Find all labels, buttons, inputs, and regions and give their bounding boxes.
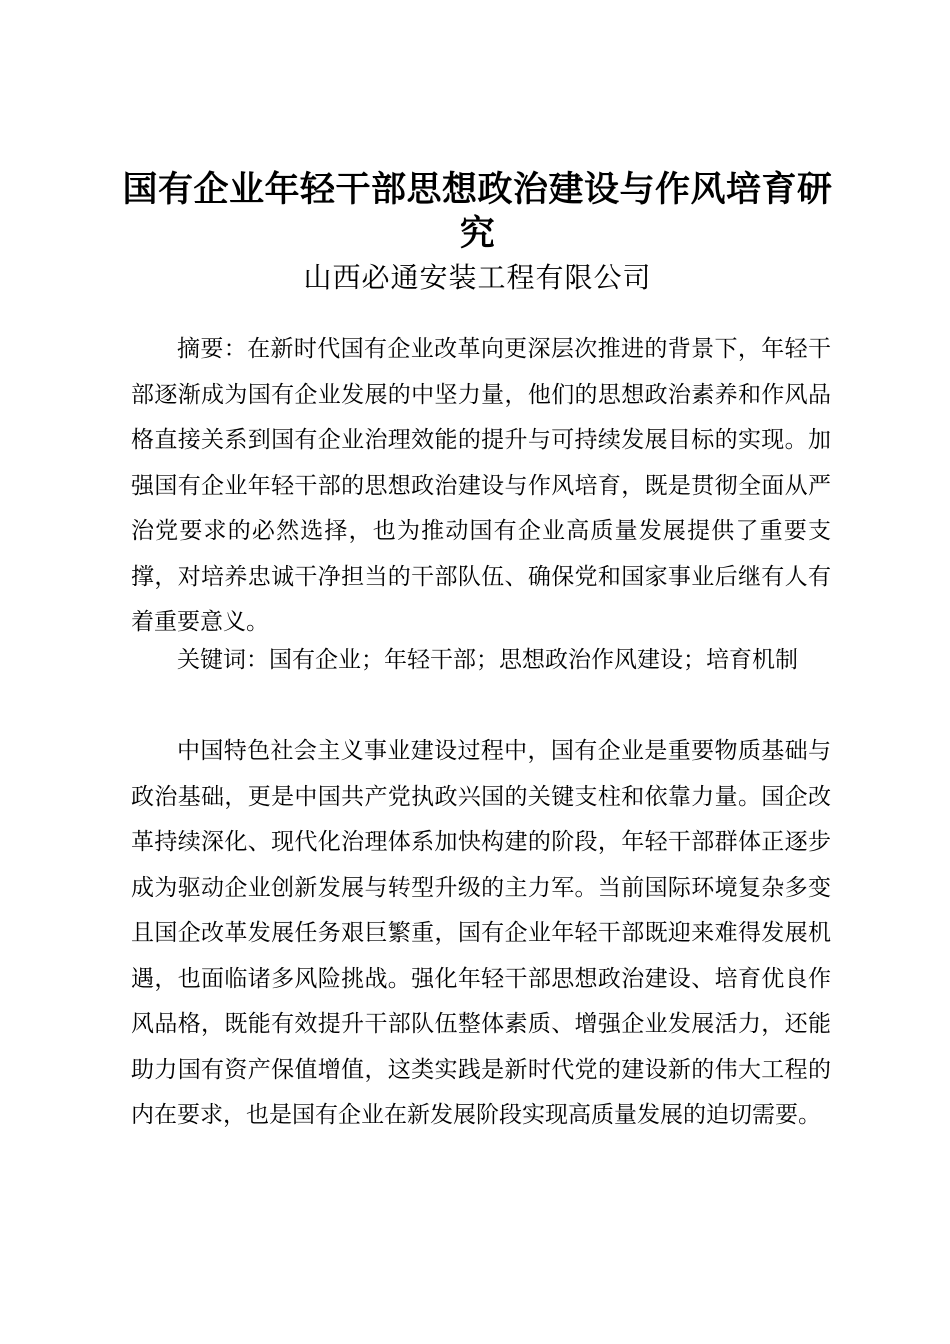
document-title: 国有企业年轻干部思想政治建设与作风培育研究 [122,169,833,254]
company-name: 山西必通安装工程有限公司 [303,261,652,294]
keywords-paragraph: 关键词：国有企业；年轻干部；思想政治作风建设；培育机制 [177,647,798,673]
intro-paragraph: 中国特色社会主义事业建设过程中，国有企业是重要物质基础与政治基础，更是中国共产党执政兴国的关键支柱和依靠力量。国企改革持续深化、现代化治理体系加快构建的阶段，年轻干部群体正逐步成为驱动企业创新发展与转型升级的主力军。当前国际环境复杂多变且国企改革发展任务艰巨繁重，国有企业年轻干部既迎来难得发展机遇，也面临诸多风险挑战。强化年轻干部思想政治建设、培育优良作风品格，既能有效提升干部队伍整体素质、增强企业发展活力，还能助力国有资产保值增值，这类实践是新时代党的建设新的伟大工程的内在要求，也是国有企业在新发展阶段实现高质量发展的迫切需要。 [131,738,831,1128]
abstract-paragraph: 摘要：在新时代国有企业改革向更深层次推进的背景下，年轻干部逐渐成为国有企业发展的中坚力量，他们的思想政治素养和作风品格直接关系到国有企业治理效能的提升与可持续发展目标的实现。加强国有企业年轻干部的思想政治建设与作风培育，既是贯彻全面从严治党要求的必然选择，也为推动国有企业高质量发展提供了重要支撑，对培养忠诚干净担当的干部队伍、确保党和国家事业后继有人有着重要意义。 [131,336,831,635]
